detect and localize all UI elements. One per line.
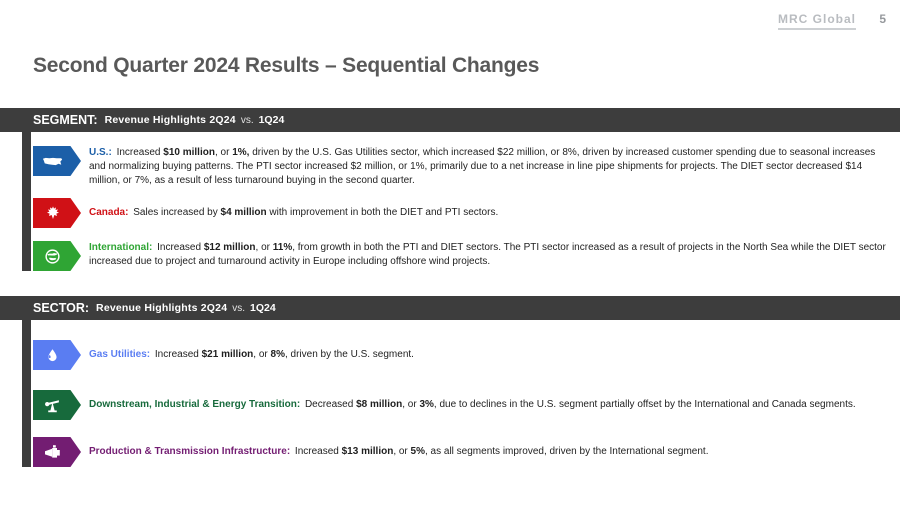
highlight-row (33, 198, 889, 228)
row-label: U.S.: (89, 147, 115, 158)
highlight-value: $10 million (163, 147, 215, 158)
row-body (133, 207, 498, 218)
highlight-text: Increased (154, 349, 202, 360)
segment-heading-title: Revenue Highlights 2Q24 (104, 114, 236, 126)
segment-heading-compare: 1Q24 (258, 114, 285, 126)
highlight-row (33, 437, 889, 467)
pumpjack-icon (44, 397, 61, 414)
sector-rows (33, 340, 889, 467)
sector-accent-bar (22, 320, 31, 467)
row-body (295, 446, 709, 457)
highlight-text: Sales increased by (133, 207, 221, 218)
highlight-value: 3% (419, 399, 434, 410)
highlight-text: , or (402, 399, 420, 410)
highlight-text: Increased (157, 242, 204, 253)
sector-heading-vs: vs. (232, 302, 246, 314)
highlight-text: Increased (294, 446, 342, 457)
highlight-text: with improvement in both the DIET and PTI sectors. (266, 207, 499, 218)
row-text (89, 390, 887, 412)
sector-section-header (0, 296, 900, 320)
highlight-text: , from growth in both the PTI and DIET sectors. The PTI sector increased as a result of projects in the North Sea while the DIET sector increased due to project and turnaround activity in Europe including offshore wind projects. (89, 242, 886, 267)
highlight-text: , or (253, 349, 271, 360)
row-body (155, 349, 414, 360)
highlight-value: 1%, (232, 147, 250, 158)
highlight-text: Decreased (304, 399, 357, 410)
highlight-row (33, 390, 889, 420)
row-text (89, 340, 887, 362)
highlight-text: , or (214, 147, 233, 158)
page-title: Second Quarter 2024 Results – Sequential Changes (33, 54, 540, 77)
row-label: International: (89, 242, 156, 253)
segment-section-header (0, 108, 900, 132)
highlight-text: , driven by the U.S. segment. (284, 349, 414, 360)
highlight-value: $12 million (203, 242, 256, 253)
segment-accent-bar (22, 131, 31, 271)
highlight-value: 8% (270, 349, 285, 360)
highlight-text: , due to declines in the U.S. segment partially offset by the International and Canada segments. (433, 399, 856, 410)
sector-heading-compare: 1Q24 (250, 302, 276, 314)
row-arrow (33, 437, 81, 467)
highlight-text: , or (393, 446, 411, 457)
us-map-icon (42, 154, 64, 169)
row-label: Gas Utilities: (89, 349, 153, 360)
row-text (89, 437, 887, 459)
highlight-row (33, 241, 889, 271)
row-label: Downstream, Industrial & Energy Transition: (89, 399, 303, 410)
row-body (305, 399, 856, 410)
highlight-value: $8 million (356, 399, 403, 410)
row-body (89, 147, 875, 186)
highlight-value: 5% (410, 446, 425, 457)
row-arrow (33, 241, 81, 271)
sector-heading-prefix: SECTOR: (33, 301, 90, 315)
row-arrow (33, 146, 81, 176)
row-arrow (33, 340, 81, 370)
highlight-text: , or (255, 242, 273, 253)
row-text (89, 241, 887, 269)
highlight-value: 11% (272, 242, 293, 253)
highlight-text: , as all segments improved, driven by the International segment. (425, 446, 709, 457)
row-arrow (33, 390, 81, 420)
highlight-text: driven by the U.S. Gas Utilities sector, which increased $22 million, or 8%, driven by increased customer spending due to seasonal increases and normalizing buying patterns. The PTI sector increased $2 million, or 1%, primarily due to a net increase in line pipe shipments for projects. The DIET sector decreased $14 million, or 7%, as a result of less turnaround buying in the second quarter. (89, 147, 876, 186)
highlight-value: $21 million (201, 349, 254, 360)
sector-heading-title: Revenue Highlights 2Q24 (96, 302, 228, 314)
pipeline-icon (43, 444, 63, 460)
row-label: Production & Transmission Infrastructure: (89, 446, 293, 457)
droplet-icon (45, 347, 60, 364)
maple-leaf-icon (45, 205, 61, 221)
highlight-value: $4 million (220, 207, 267, 218)
mrc-global-logo: MRC Global (778, 12, 856, 30)
row-body (89, 242, 886, 267)
segment-rows (33, 146, 889, 271)
globe-icon (44, 248, 61, 265)
row-text (89, 198, 887, 220)
row-arrow (33, 198, 81, 228)
highlight-row (33, 146, 889, 188)
highlight-row (33, 340, 889, 370)
segment-heading-prefix: SEGMENT: (33, 113, 98, 127)
row-label: Canada: (89, 207, 132, 218)
page-number: 5 (879, 12, 886, 26)
highlight-text: Increased (116, 147, 164, 158)
row-text (89, 146, 887, 188)
highlight-value: $13 million (341, 446, 394, 457)
segment-heading-vs: vs. (240, 114, 254, 126)
